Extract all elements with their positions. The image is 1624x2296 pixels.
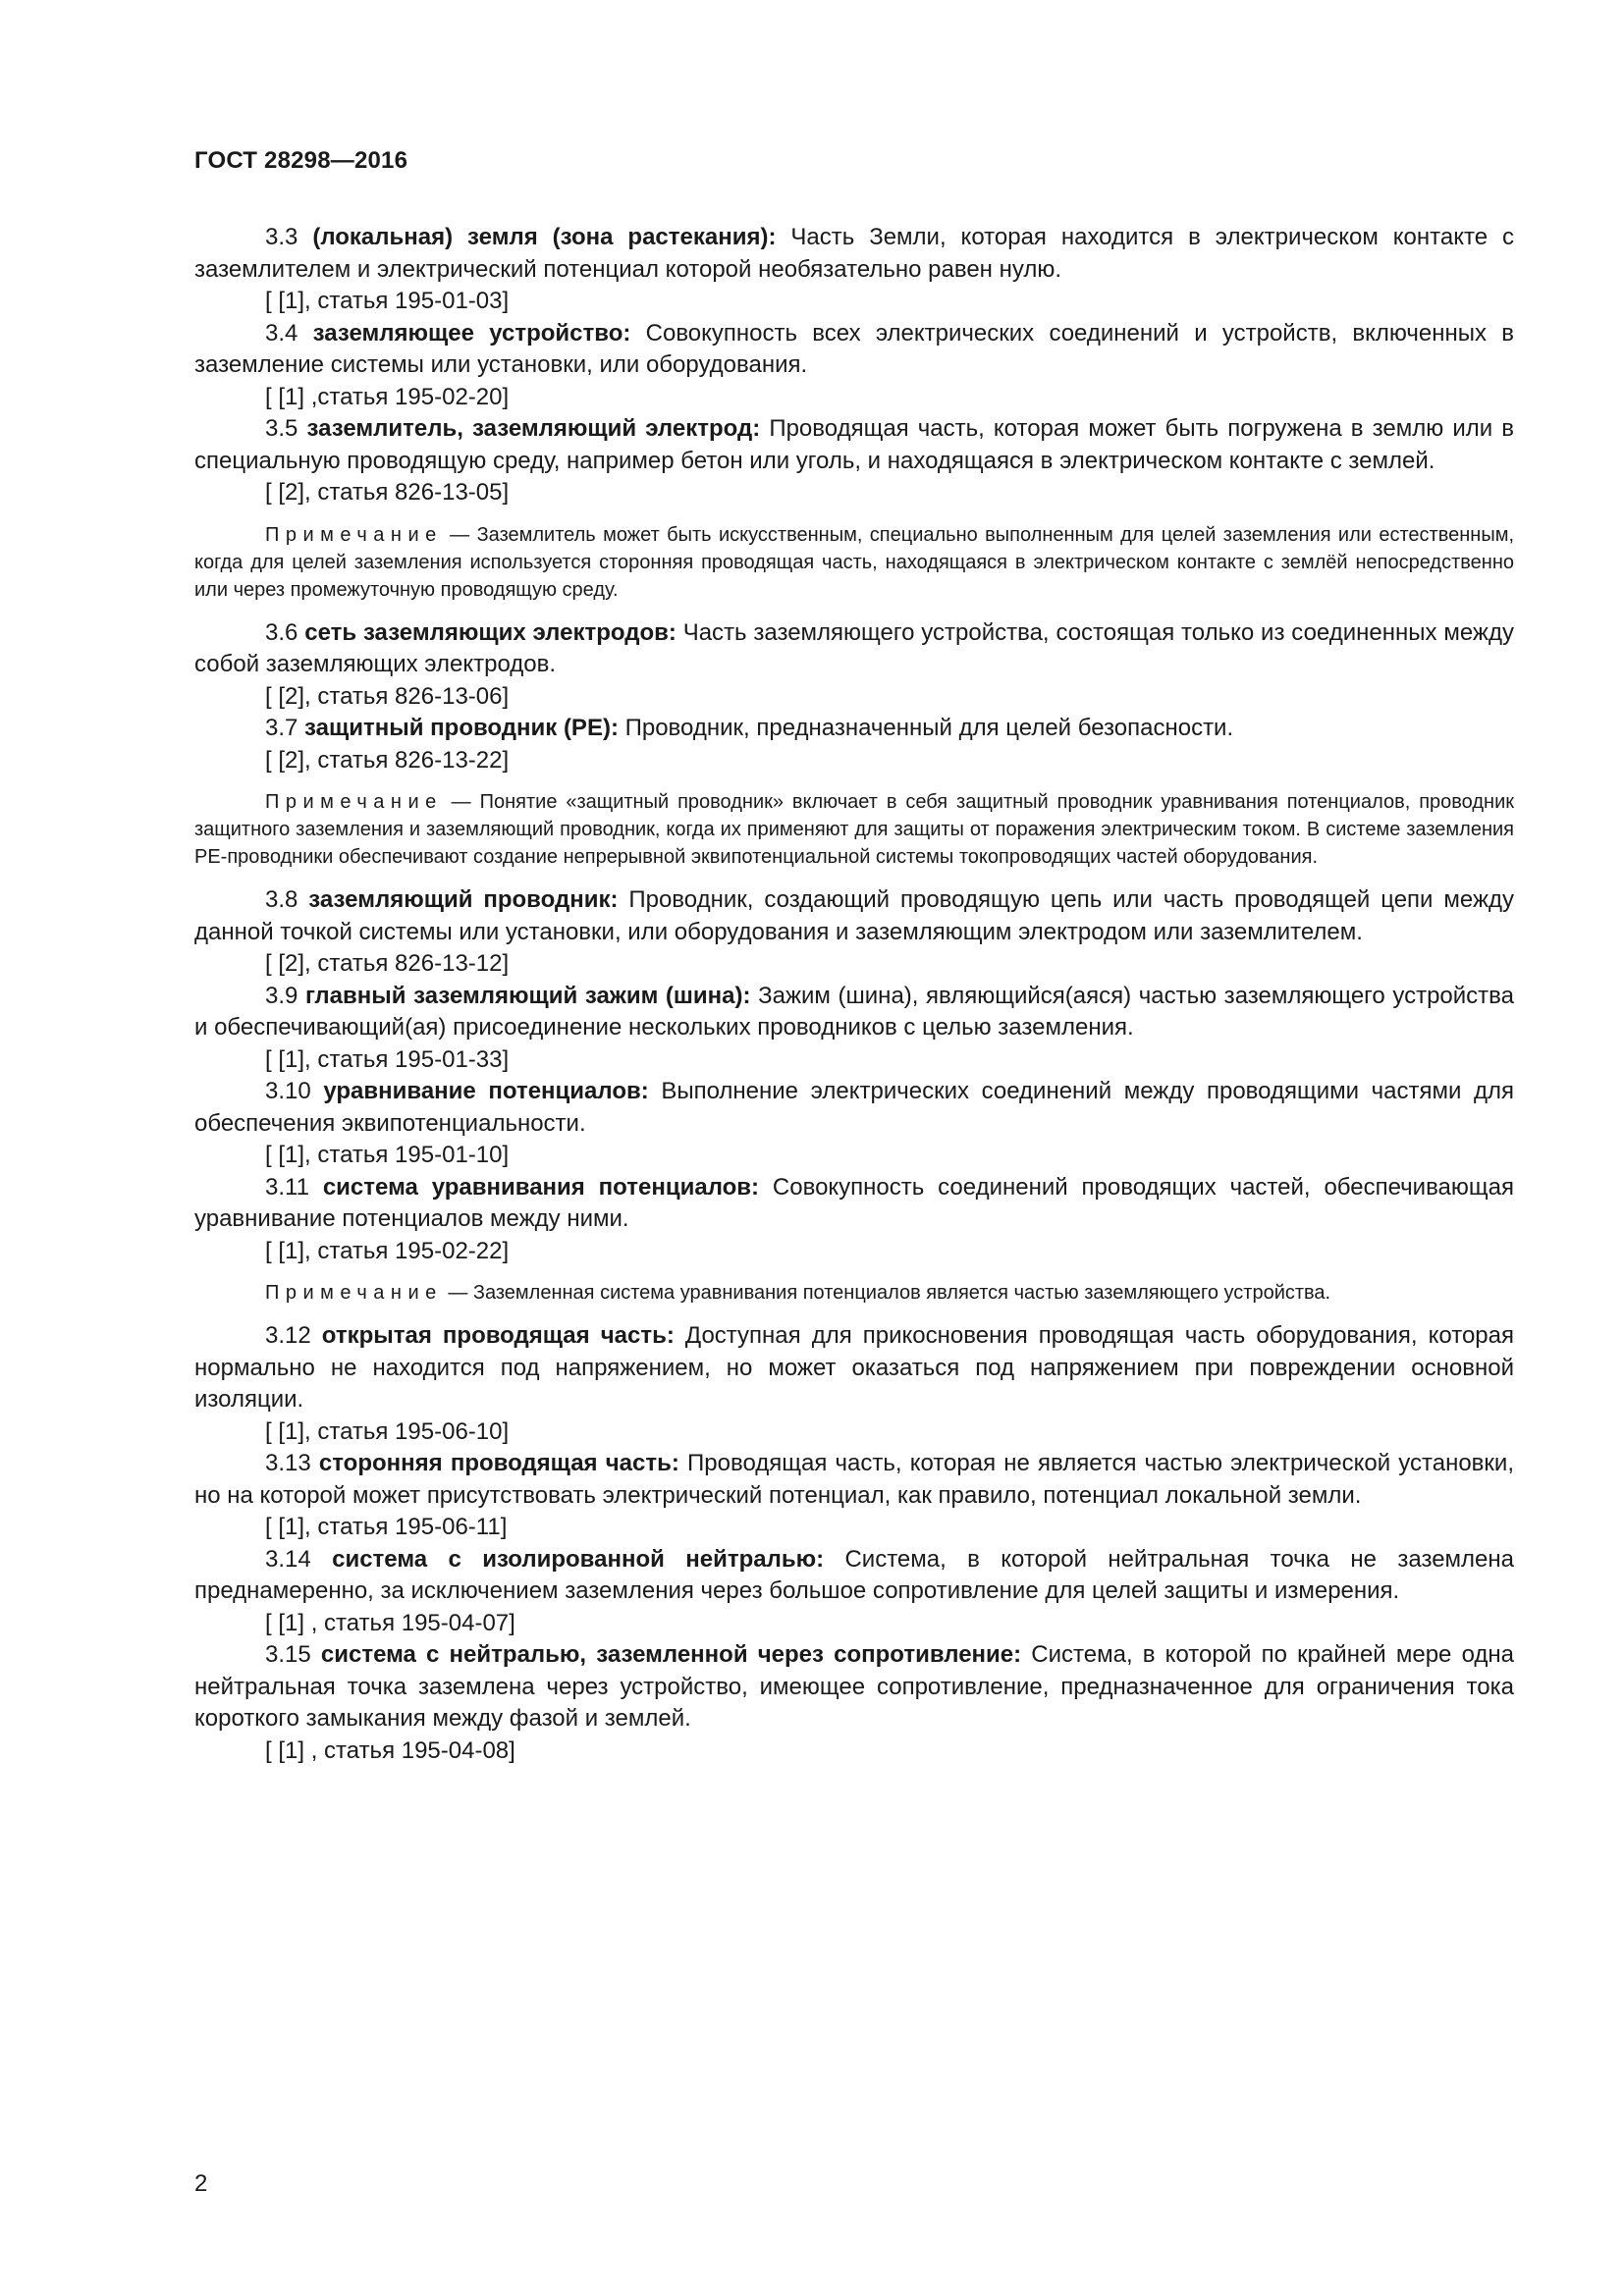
term-text: Совокупность соединений проводящих частей, обеспечивающая уравнивание потенциалов между ними. [194, 1173, 1514, 1232]
term-title: система с нейтралью, заземленной через сопротивление: [320, 1641, 1022, 1668]
term-text: Система, в которой нейтральная точка не заземлена преднамеренно, за исключением заземления через большое сопротивление для целей защиты и измерения. [194, 1545, 1514, 1604]
source-reference: [ [1], статья 195-06-10] [265, 1417, 510, 1445]
term-text: Доступная для прикосновения проводящая часть оборудования, которая нормально не находится под напряжением, но может оказаться под напряжением при повреждении основной изоляции. [194, 1322, 1514, 1413]
term-definition [194, 884, 1514, 948]
term-title: заземлитель, заземляющий электрод: [306, 415, 761, 442]
document-header: ГОСТ 28298—2016 [194, 147, 408, 174]
note [194, 521, 1514, 604]
term-definition [194, 617, 1514, 681]
source-reference: [ [1], статья 195-01-33] [265, 1045, 510, 1073]
term-title: заземляющий проводник: [308, 886, 619, 913]
note [194, 788, 1514, 871]
term-title: (локальная) земля (зона растекания): [312, 224, 777, 250]
term-number: 3.11 [265, 1173, 309, 1201]
source-reference: [ [2], статья 826-13-22] [265, 746, 510, 774]
term-number: 3.7 [265, 715, 298, 741]
term-title: уравнивание потенциалов: [323, 1078, 649, 1104]
term-number: 3.5 [265, 415, 298, 442]
term-text: Проводящая часть, которая не является частью электрической установки, но на которой может присутствовать электрический потенциал, как правило, потенциал локальной земли. [194, 1450, 1514, 1509]
term-number: 3.12 [265, 1322, 311, 1349]
note-label: Примечание [265, 1282, 443, 1304]
page-number: 2 [194, 2170, 208, 2197]
document-body [194, 222, 1514, 1767]
term-definition [194, 318, 1514, 382]
term-title: сторонняя проводящая часть: [318, 1450, 679, 1476]
term-number: 3.9 [265, 982, 298, 1009]
source-reference: [ [1], статья 195-01-10] [265, 1142, 510, 1168]
note [194, 1279, 1514, 1307]
term-definition [194, 413, 1514, 477]
term-title: заземляющее устройство: [312, 319, 631, 347]
note-label: Примечание [265, 523, 443, 546]
term-definition [194, 1076, 1514, 1140]
term-title: система уравнивания потенциалов: [322, 1173, 760, 1201]
term-text: Часть Земли, которая находится в электрическом контакте с заземлителем и электрический потенциал которой необязательно равен нулю. [194, 224, 1514, 283]
source-reference: [ [2], статья 826-13-05] [265, 479, 510, 506]
note-label: Примечание [265, 791, 443, 813]
term-number: 3.4 [265, 319, 298, 347]
source-reference: [ [1], статья 195-01-03] [265, 288, 510, 314]
term-text: Выполнение электрических соединений между проводящими частями для обеспечения эквипотенциальности. [194, 1078, 1514, 1137]
term-number: 3.10 [265, 1078, 311, 1104]
term-definition [194, 713, 1514, 745]
source-reference: [ [1] ,статья 195-02-20] [265, 383, 510, 410]
term-number: 3.15 [265, 1641, 311, 1668]
source-reference: [ [2], статья 826-13-12] [265, 950, 510, 977]
term-text: Зажим (шина), являющийся(аяся) частью заземляющего устройства и обеспечивающий(ая) присоединение нескольких проводников с целью заземления. [194, 982, 1514, 1041]
term-text: Проводящая часть, которая может быть погружена в землю или в специальную проводящую среду, например бетон или уголь, и находящаяся в электрическом контакте с землей. [194, 415, 1515, 474]
term-number: 3.6 [265, 618, 298, 646]
term-text: Система, в которой по крайней мере одна нейтральная точка заземлена через устройство, имеющее сопротивление, предназначенное для ограничения тока короткого замыкания между фазой и землей. [194, 1641, 1514, 1732]
source-reference: [ [2], статья 826-13-06] [265, 682, 510, 710]
term-text: Проводник, создающий проводящую цепь или часть проводящей цепи между данной точкой системы или установки, или оборудования и заземляющим электродом или заземлителем. [194, 886, 1515, 945]
source-reference: [ [1], статья 195-02-22] [265, 1237, 510, 1264]
term-definition [194, 981, 1514, 1044]
note-text: — Понятие «защитный проводник» включает в себя защитный проводник уравнивания потенциалов, проводник защитного заземления и заземляющий проводник, когда их применяют для защиты от поражения электрическим током. В системе заземления PE-проводники обеспечивают создание непрерывной эквипотенциальной системы токопроводящих частей оборудования. [194, 791, 1514, 868]
note-text: — Заземлитель может быть искусственным, специально выполненным для целей заземления или естественным, когда для целей заземления используется сторонняя проводящая часть, находящаяся в электрическом контакте с землёй непосредственно или через промежуточную проводящую среду. [194, 523, 1514, 601]
term-text: Часть заземляющего устройства, состоящая только из соединенных между собой заземляющих электродов. [194, 618, 1514, 677]
term-number: 3.3 [265, 224, 298, 250]
term-title: система с изолированной нейтралью: [332, 1545, 825, 1573]
term-title: сеть заземляющих электродов: [304, 618, 677, 646]
term-definition [194, 1172, 1514, 1236]
source-reference: [ [1] , статья 195-04-08] [265, 1736, 515, 1764]
term-number: 3.14 [265, 1545, 311, 1573]
term-title: открытая проводящая часть: [321, 1322, 675, 1349]
term-definition [194, 1639, 1514, 1735]
term-definition [194, 1448, 1514, 1512]
term-number: 3.13 [265, 1450, 311, 1476]
term-number: 3.8 [265, 886, 298, 913]
term-title: главный заземляющий зажим (шина): [304, 982, 751, 1009]
term-definition [194, 222, 1514, 286]
source-reference: [ [1] , статья 195-04-07] [265, 1609, 515, 1636]
term-definition [194, 1320, 1514, 1416]
term-text: Проводник, предназначенный для целей безопасности. [618, 715, 1234, 741]
note-text: — Заземленная система уравнивания потенциалов является частью заземляющего устройства. [442, 1282, 1331, 1304]
term-definition [194, 1544, 1514, 1608]
source-reference: [ [1], статья 195-06-11] [265, 1514, 508, 1540]
term-text: Совокупность всех электрических соединений и устройств, включенных в заземление системы или установки, или оборудования. [194, 319, 1514, 378]
term-title: защитный проводник (PE): [304, 715, 619, 741]
